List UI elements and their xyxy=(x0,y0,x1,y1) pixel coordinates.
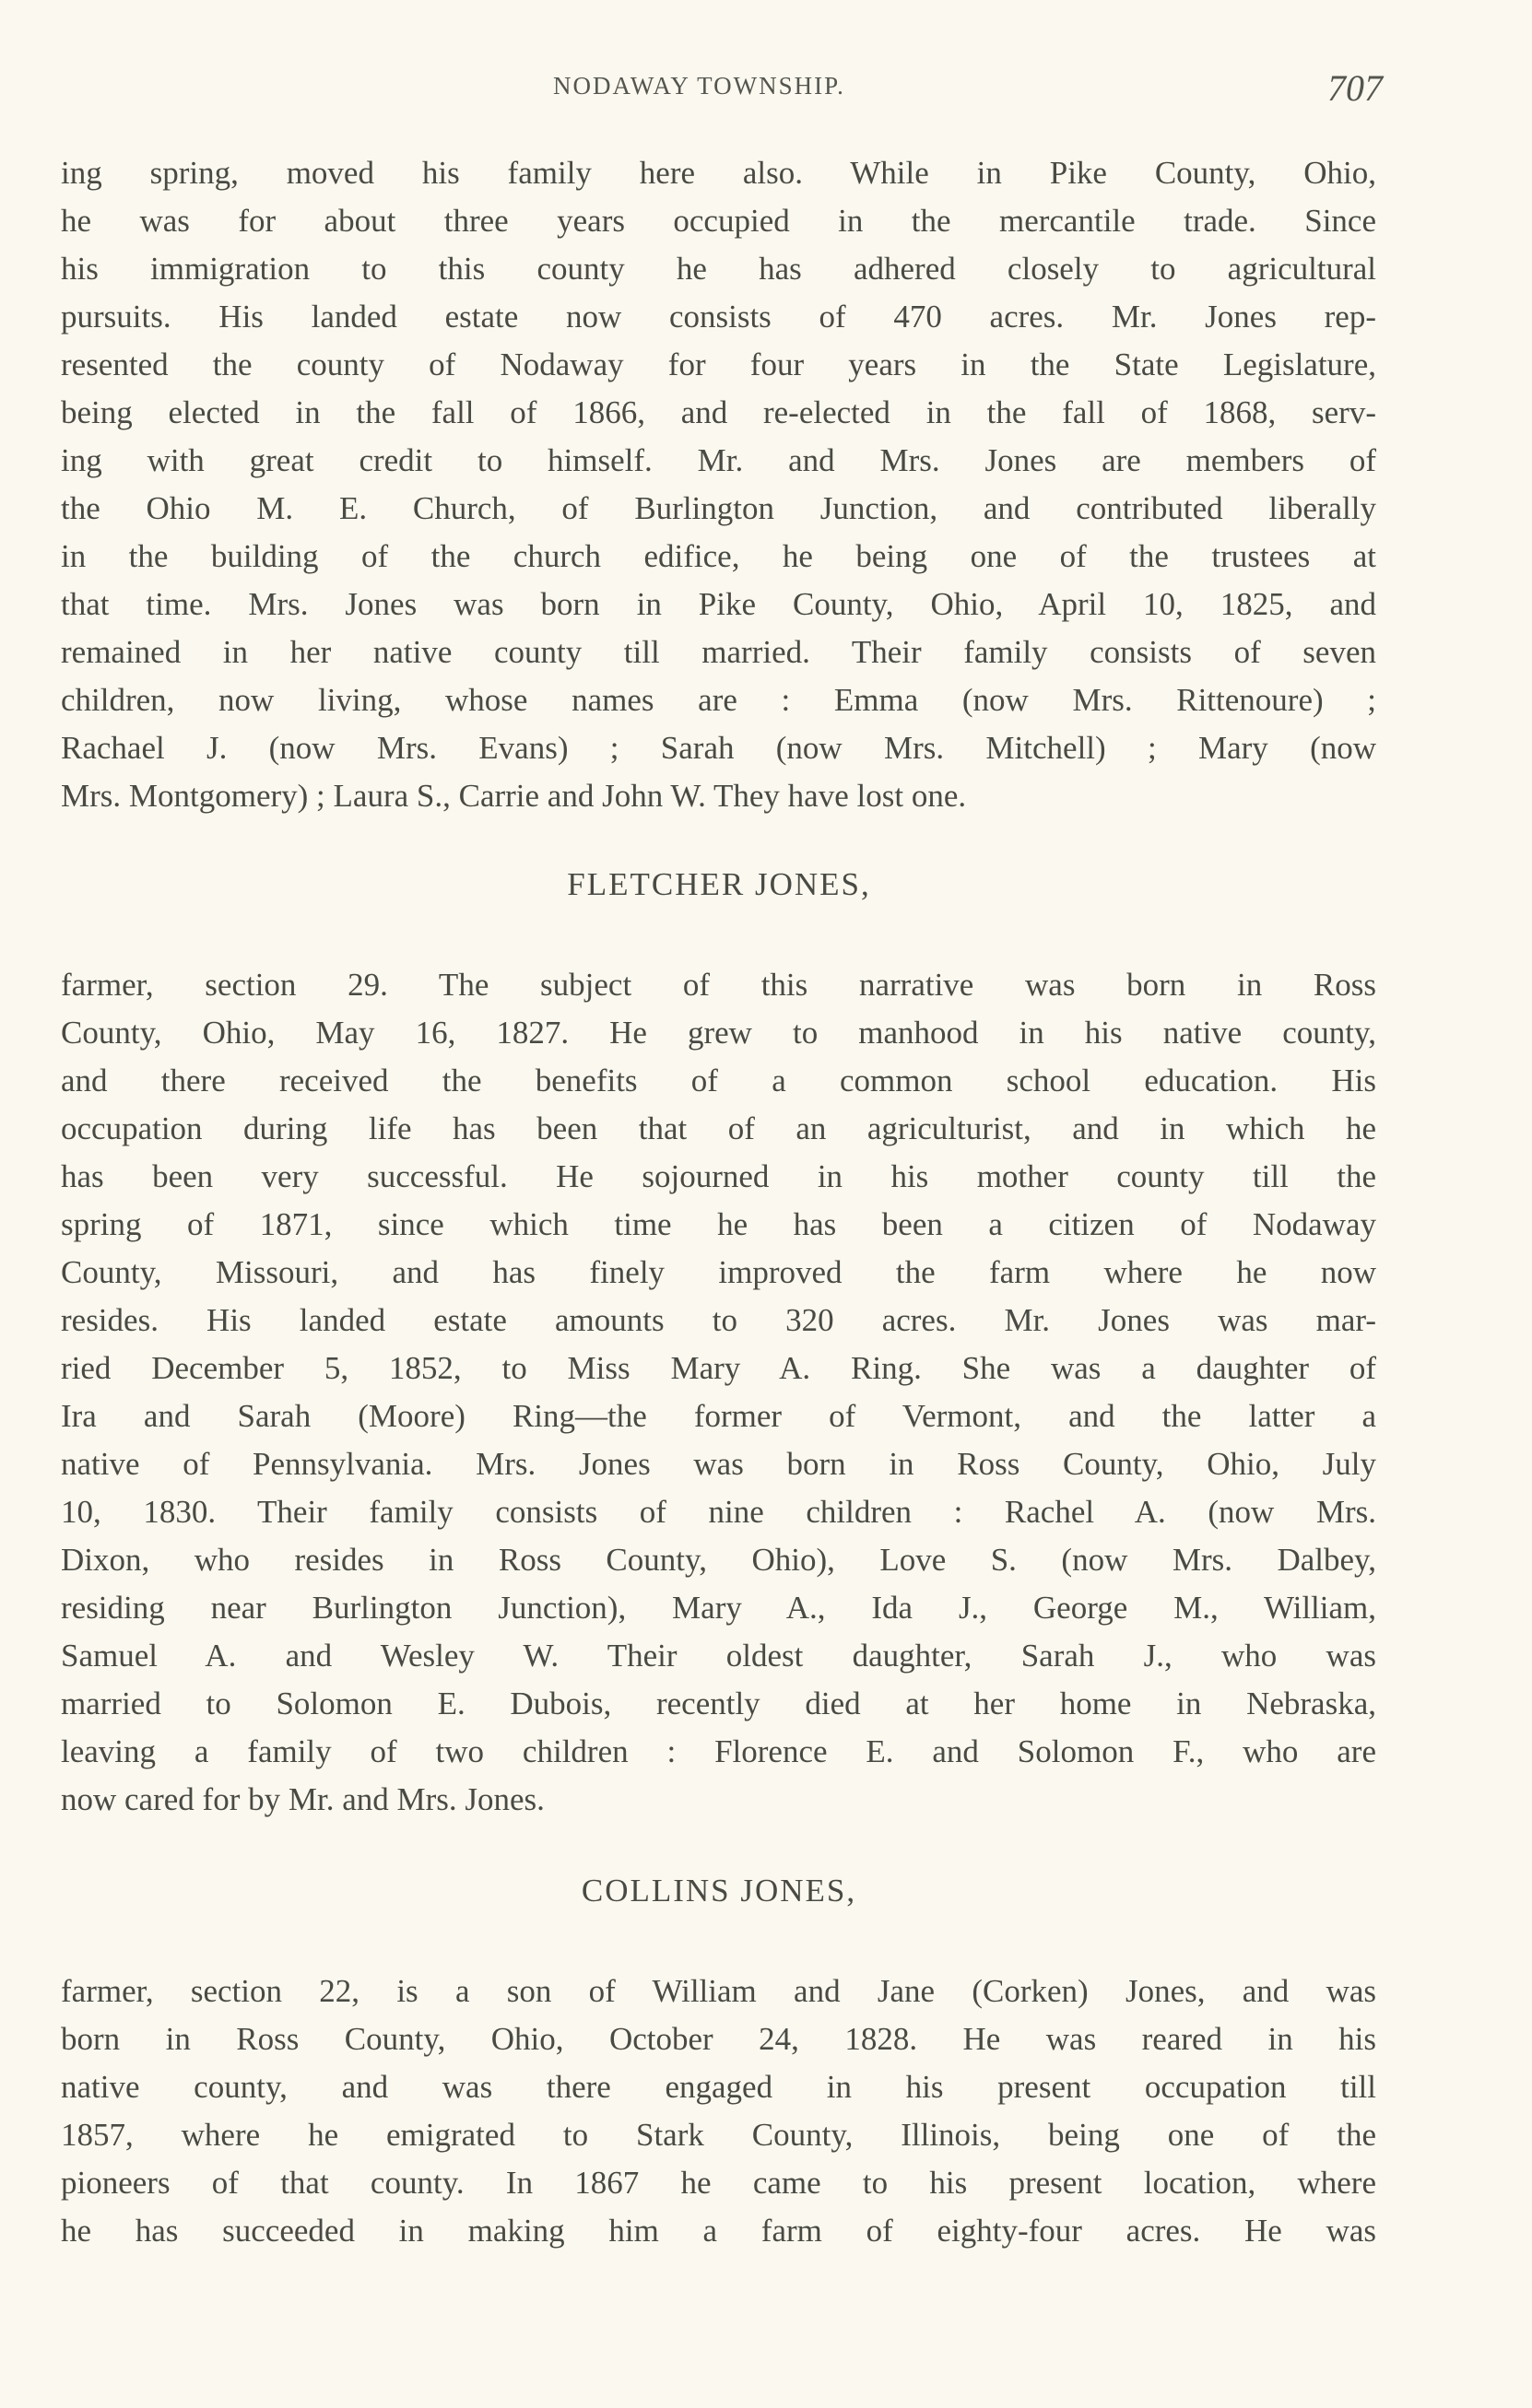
text-line: resides. His landed estate amounts to 320 acres. Mr. Jones was mar- xyxy=(61,1302,1376,1338)
text-line: leaving a family of two children : Florence E. and Solomon F., who are xyxy=(61,1733,1376,1769)
text-line: Samuel A. and Wesley W. Their oldest daughter, Sarah J., who was xyxy=(61,1638,1376,1674)
text-line: Ira and Sarah (Moore) Ring—the former of Vermont, and the latter a xyxy=(61,1398,1376,1434)
text-line: the Ohio M. E. Church, of Burlington Junction, and contributed liberally xyxy=(61,490,1376,526)
text-line: in the building of the church edifice, he being one of the trustees at xyxy=(61,538,1376,574)
section-heading-collins-jones: COLLINS JONES, xyxy=(581,1873,857,1909)
text-line: his immigration to this county he has adhered closely to agricultural xyxy=(61,251,1376,287)
text-line: remained in her native county till married. Their family consists of seven xyxy=(61,634,1376,670)
text-line: he was for about three years occupied in the mercantile trade. Since xyxy=(61,203,1376,239)
text-line: occupation during life has been that of an agriculturist, and in which he xyxy=(61,1110,1376,1146)
text-line: now cared for by Mr. and Mrs. Jones. xyxy=(61,1781,545,1817)
text-line: pioneers of that county. In 1867 he came to his present location, where xyxy=(61,2165,1376,2201)
text-line: farmer, section 29. The subject of this narrative was born in Ross xyxy=(61,967,1376,1003)
text-line: native county, and was there engaged in his present occupation till xyxy=(61,2069,1376,2105)
page-number: 707 xyxy=(1327,67,1383,109)
text-line: spring of 1871, since which time he has been a citizen of Nodaway xyxy=(61,1206,1376,1242)
text-line: ing with great credit to himself. Mr. and Mrs. Jones are members of xyxy=(61,442,1376,478)
text-line: 10, 1830. Their family consists of nine children : Rachel A. (now Mrs. xyxy=(61,1494,1376,1530)
text-line: resented the county of Nodaway for four years in the State Legislature, xyxy=(61,347,1376,382)
paragraph-fletcher-jones xyxy=(61,961,1376,1824)
text-line: pursuits. His landed estate now consists of 470 acres. Mr. Jones rep- xyxy=(61,299,1376,335)
text-line: has been very successful. He sojourned in his mother county till the xyxy=(61,1158,1376,1194)
text-line: he has succeeded in making him a farm of eighty-four acres. He was xyxy=(61,2213,1376,2249)
text-line: Dixon, who resides in Ross County, Ohio), Love S. (now Mrs. Dalbey, xyxy=(61,1542,1376,1578)
text-line: and there received the benefits of a common school education. His xyxy=(61,1063,1376,1098)
text-line: that time. Mrs. Jones was born in Pike County, Ohio, April 10, 1825, and xyxy=(61,586,1376,622)
text-line: farmer, section 22, is a son of William and Jane (Corken) Jones, and was xyxy=(61,1973,1376,2009)
text-line: Rachael J. (now Mrs. Evans) ; Sarah (now Mrs. Mitchell) ; Mary (now xyxy=(61,730,1376,766)
text-line: residing near Burlington Junction), Mary A., Ida J., George M., William, xyxy=(61,1590,1376,1626)
text-line: married to Solomon E. Dubois, recently died at her home in Nebraska, xyxy=(61,1686,1376,1721)
text-line: being elected in the fall of 1866, and re-elected in the fall of 1868, serv- xyxy=(61,394,1376,430)
text-line: Mrs. Montgomery) ; Laura S., Carrie and John W. They have lost one. xyxy=(61,778,967,814)
text-line: County, Ohio, May 16, 1827. He grew to manhood in his native county, xyxy=(61,1015,1376,1051)
text-line: born in Ross County, Ohio, October 24, 1828. He was reared in his xyxy=(61,2021,1376,2057)
running-head: NODAWAY TOWNSHIP. xyxy=(553,72,845,100)
text-line: ing spring, moved his family here also. While in Pike County, Ohio, xyxy=(61,155,1376,191)
text-line: native of Pennsylvania. Mrs. Jones was born in Ross County, Ohio, July xyxy=(61,1446,1376,1482)
paragraph-collins-jones xyxy=(61,1968,1376,2255)
paragraph-continuation xyxy=(61,149,1376,820)
text-line: 1857, where he emigrated to Stark County, Illinois, being one of the xyxy=(61,2117,1376,2153)
text-line: children, now living, whose names are : Emma (now Mrs. Rittenoure) ; xyxy=(61,682,1376,718)
text-line: ried December 5, 1852, to Miss Mary A. Ring. She was a daughter of xyxy=(61,1350,1376,1386)
section-heading-fletcher-jones: FLETCHER JONES, xyxy=(567,866,871,902)
text-line: County, Missouri, and has finely improved the farm where he now xyxy=(61,1254,1376,1290)
page-header xyxy=(0,67,1532,109)
